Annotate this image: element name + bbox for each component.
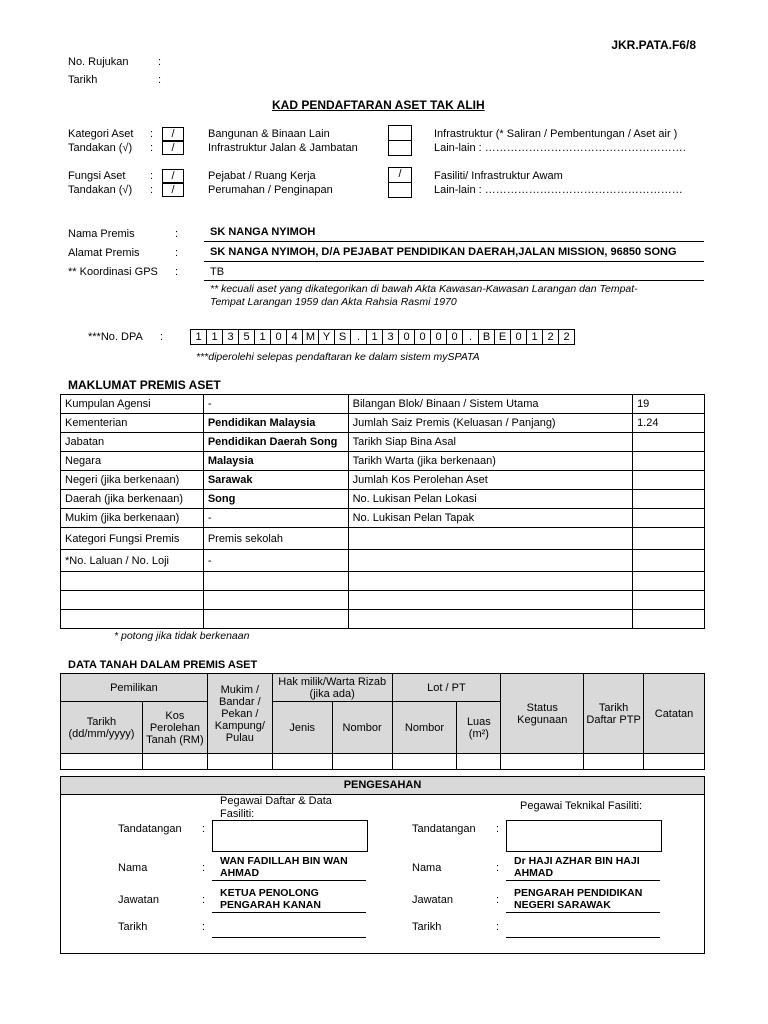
- right-signature-box[interactable]: [506, 820, 662, 852]
- table-value-cell[interactable]: -: [203, 395, 348, 414]
- colon: :: [496, 921, 500, 933]
- table-label-cell: Tarikh Siap Bina Asal: [348, 433, 632, 452]
- rujukan-label: No. Rujukan: [68, 56, 129, 68]
- left-jawatan-underline: [212, 912, 366, 913]
- table-label-cell: Tarikh Warta (jika berkenaan): [348, 452, 632, 471]
- tanah-heading: DATA TANAH DALAM PREMIS ASET: [68, 659, 258, 671]
- tanah-header-pemilikan: Pemilikan: [61, 674, 208, 702]
- table-label-cell: Kategori Fungsi Premis: [61, 528, 204, 550]
- table-row-blank: [61, 610, 705, 629]
- tanah-header-tarikh: Tarikh (dd/mm/yyyy): [61, 702, 143, 754]
- left-tarikh-label: Tarikh: [118, 921, 148, 933]
- tanah-header-hakmilik: Hak milik/Warta Rizab (jika ada): [272, 674, 392, 702]
- dpa-char-box[interactable]: 2: [543, 330, 559, 345]
- colon: :: [202, 862, 206, 874]
- table-label-cell: No. Lukisan Pelan Tapak: [348, 509, 632, 528]
- left-signer-title: Pegawai Daftar & Data Fasiliti:: [220, 795, 332, 820]
- tanah-cell[interactable]: [457, 754, 501, 770]
- right-jawatan-value[interactable]: PENGARAH PENDIDIKAN NEGERI SARAWAK: [514, 887, 643, 911]
- pengesahan-heading: PENGESAHAN: [61, 777, 704, 795]
- dpa-char-box[interactable]: 5: [239, 330, 255, 345]
- table-value-cell[interactable]: [633, 490, 705, 509]
- fungsi-checkbox-2[interactable]: /: [162, 183, 184, 197]
- table-row: [61, 550, 705, 572]
- dpa-char-box[interactable]: 0: [399, 330, 415, 345]
- table-value-cell[interactable]: -: [203, 550, 348, 572]
- dpa-char-box[interactable]: 1: [367, 330, 383, 345]
- tanah-header-nombor-lot: Nombor: [392, 702, 457, 754]
- table-label-cell: [348, 528, 632, 550]
- dpa-char-box[interactable]: M: [303, 330, 319, 345]
- table-row: [61, 395, 705, 414]
- table-value-cell[interactable]: [633, 471, 705, 490]
- table-value-cell[interactable]: [633, 509, 705, 528]
- tarikh-label: Tarikh: [68, 74, 98, 86]
- table-value-cell[interactable]: [633, 433, 705, 452]
- dpa-number-boxes[interactable]: [190, 329, 575, 345]
- left-nama-underline: [212, 880, 366, 881]
- table-value-cell[interactable]: [633, 528, 705, 550]
- dpa-char-box[interactable]: .: [463, 330, 479, 345]
- table-value-cell[interactable]: [633, 452, 705, 471]
- colon: :: [160, 331, 164, 343]
- table-value-cell[interactable]: -: [203, 509, 348, 528]
- table-cell-blank[interactable]: [348, 610, 632, 629]
- page-title: KAD PENDAFTARAN ASET TAK ALIH: [272, 98, 485, 112]
- fungsi-option-2: Perumahan / Penginapan: [208, 184, 333, 196]
- right-tarikh-field[interactable]: [506, 937, 660, 938]
- table-value-cell[interactable]: Pendidikan Malaysia: [203, 414, 348, 433]
- alamat-premis-value[interactable]: SK NANGA NYIMOH, D/A PEJABAT PENDIDIKAN DAERAH,JALAN MISSION, 96850 SONG: [210, 246, 677, 258]
- colon: :: [175, 266, 179, 278]
- gps-value[interactable]: TB: [210, 266, 225, 278]
- tanah-header-kos: Kos Perolehan Tanah (RM): [142, 702, 207, 754]
- colon: :: [496, 862, 500, 874]
- fungsi-option-1: Pejabat / Ruang Kerja: [208, 170, 316, 182]
- kategori-option-4: Lain-lain : ……………………………………………….: [434, 142, 686, 154]
- dpa-char-box[interactable]: 4: [287, 330, 303, 345]
- kategori-checkbox-3[interactable]: [388, 125, 412, 141]
- colon: :: [496, 894, 500, 906]
- fungsi-checkbox-1[interactable]: /: [162, 169, 184, 183]
- table-label-cell: *No. Laluan / No. Loji: [61, 550, 204, 572]
- tanah-cell[interactable]: [272, 754, 332, 770]
- maklumat-heading: MAKLUMAT PREMIS ASET: [68, 378, 221, 392]
- tanah-cell[interactable]: [61, 754, 143, 770]
- dpa-char-box[interactable]: 2: [559, 330, 575, 345]
- fungsi-option-3: Fasiliti/ Infrastruktur Awam: [434, 170, 563, 182]
- right-jawatan-underline: [506, 912, 660, 913]
- gps-label: ** Koordinasi GPS: [68, 266, 158, 278]
- tarikh-colon: :: [158, 74, 162, 86]
- table-cell-blank[interactable]: [633, 610, 705, 629]
- dpa-label: ***No. DPA: [88, 331, 143, 343]
- colon: :: [202, 823, 206, 835]
- dpa-char-box[interactable]: 0: [447, 330, 463, 345]
- table-label-cell: No. Lukisan Pelan Lokasi: [348, 490, 632, 509]
- table-row: [61, 528, 705, 550]
- nama-premis-underline: [204, 241, 704, 242]
- table-label-cell: Bilangan Blok/ Binaan / Sistem Utama: [348, 395, 632, 414]
- table-label-cell: Mukim (jika berkenaan): [61, 509, 204, 528]
- table-label-cell: Kumpulan Agensi: [61, 395, 204, 414]
- left-nama-label: Nama: [118, 862, 148, 874]
- tanah-header-catatan: Catatan: [644, 674, 705, 754]
- tanah-table: [60, 673, 705, 770]
- table-row: [61, 452, 705, 471]
- colon: :: [150, 170, 154, 182]
- dpa-char-box[interactable]: 1: [191, 330, 207, 345]
- left-nama-value[interactable]: WAN FADILLAH BIN WAN AHMAD: [220, 855, 348, 879]
- alamat-premis-underline: [204, 261, 704, 262]
- tanah-header-tarikh-daftar: Tarikh Daftar PTP: [584, 674, 644, 754]
- right-nama-label: Nama: [412, 862, 442, 874]
- tanah-header-mukim: Mukim / Bandar / Pekan / Kampung/ Pulau: [207, 674, 272, 754]
- table-cell-blank[interactable]: [203, 591, 348, 610]
- table-label-cell: Jumlah Kos Perolehan Aset: [348, 471, 632, 490]
- table-label-cell: Jabatan: [61, 433, 204, 452]
- dpa-char-box[interactable]: 0: [431, 330, 447, 345]
- right-tarikh-label: Tarikh: [412, 921, 442, 933]
- table-row: [61, 414, 705, 433]
- tanah-cell[interactable]: [207, 754, 272, 770]
- table-value-cell[interactable]: [633, 550, 705, 572]
- dpa-char-box[interactable]: 3: [383, 330, 399, 345]
- fungsi-label: Fungsi Aset: [68, 170, 126, 182]
- table-value-cell[interactable]: Song: [203, 490, 348, 509]
- table-cell-blank[interactable]: [203, 610, 348, 629]
- left-jawatan-value[interactable]: KETUA PENOLONG PENGARAH KANAN: [220, 887, 321, 911]
- nama-premis-label: Nama Premis: [68, 228, 135, 240]
- nama-premis-value[interactable]: SK NANGA NYIMOH: [210, 226, 316, 238]
- tanah-cell[interactable]: [501, 754, 584, 770]
- table-cell-blank[interactable]: [61, 591, 204, 610]
- left-signature-box[interactable]: [212, 820, 368, 852]
- colon: :: [202, 921, 206, 933]
- dpa-char-box[interactable]: 1: [255, 330, 271, 345]
- table-label-cell: Negeri (jika berkenaan): [61, 471, 204, 490]
- table-value-cell[interactable]: Pendidikan Daerah Song: [203, 433, 348, 452]
- table-label-cell: Kementerian: [61, 414, 204, 433]
- right-nama-underline: [506, 880, 660, 881]
- table-cell-blank[interactable]: [348, 572, 632, 591]
- kategori-checkbox-1[interactable]: /: [162, 127, 184, 141]
- fungsi-checkbox-4[interactable]: [388, 182, 412, 198]
- table-label-cell: Negara: [61, 452, 204, 471]
- dpa-char-box[interactable]: Y: [319, 330, 335, 345]
- kategori-checkbox-4[interactable]: [388, 140, 412, 156]
- table-value-cell[interactable]: 1.24: [633, 414, 705, 433]
- table-label-cell: Daerah (jika berkenaan): [61, 490, 204, 509]
- colon: :: [175, 228, 179, 240]
- kategori-option-3: Infrastruktur (* Saliran / Pembentungan / Aset air ): [434, 128, 678, 140]
- dpa-char-box[interactable]: B: [479, 330, 495, 345]
- dpa-char-box[interactable]: 3: [223, 330, 239, 345]
- dpa-char-box[interactable]: 1: [527, 330, 543, 345]
- right-jawatan-label: Jawatan: [412, 894, 453, 906]
- table-row: [61, 509, 705, 528]
- colon: :: [150, 184, 154, 196]
- tanah-header-lot: Lot / PT: [392, 674, 501, 702]
- colon: :: [150, 142, 154, 154]
- colon: :: [202, 894, 206, 906]
- table-cell-blank[interactable]: [61, 572, 204, 591]
- table-value-cell[interactable]: Sarawak: [203, 471, 348, 490]
- gps-underline: [204, 280, 704, 281]
- dpa-char-box[interactable]: E: [495, 330, 511, 345]
- table-cell-blank[interactable]: [203, 572, 348, 591]
- document-code: JKR.PATA.F6/8: [611, 38, 696, 52]
- maklumat-table: [60, 394, 705, 629]
- kategori-option-1: Bangunan & Binaan Lain: [208, 128, 330, 140]
- dpa-char-box[interactable]: 0: [271, 330, 287, 345]
- maklumat-footnote: * potong jika tidak berkenaan: [114, 630, 250, 642]
- table-row: [61, 433, 705, 452]
- table-cell-blank[interactable]: [633, 591, 705, 610]
- left-tarikh-field[interactable]: [212, 937, 366, 938]
- tanah-cell[interactable]: [584, 754, 644, 770]
- table-label-cell: [348, 550, 632, 572]
- table-cell-blank[interactable]: [348, 591, 632, 610]
- right-nama-value[interactable]: Dr HAJI AZHAR BIN HAJI AHMAD: [514, 855, 640, 879]
- colon: :: [496, 823, 500, 835]
- dpa-note: ***diperolehi selepas pendaftaran ke dalam sistem mySPATA: [196, 351, 480, 363]
- tanah-header-status: Status Kegunaan: [501, 674, 584, 754]
- rujukan-colon: :: [158, 56, 162, 68]
- kategori-label: Kategori Aset: [68, 128, 134, 140]
- tanah-cell[interactable]: [332, 754, 392, 770]
- kategori-checkbox-2[interactable]: /: [162, 141, 184, 155]
- tanah-cell[interactable]: [142, 754, 207, 770]
- table-cell-blank[interactable]: [633, 572, 705, 591]
- left-tandatangan-label: Tandatangan: [118, 823, 182, 835]
- tanah-header-luas: Luas (m²): [457, 702, 501, 754]
- premis-note-line-1: ** kecuali aset yang dikategorikan di bawah Akta Kawasan-Kawasan Larangan dan Tempat-: [210, 283, 638, 295]
- table-row-blank: [61, 572, 705, 591]
- dpa-char-box[interactable]: 0: [511, 330, 527, 345]
- table-value-cell[interactable]: 19: [633, 395, 705, 414]
- table-row: [61, 471, 705, 490]
- kategori-tandakan-label: Tandakan (√): [68, 142, 133, 154]
- left-jawatan-label: Jawatan: [118, 894, 159, 906]
- tanah-header-jenis: Jenis: [272, 702, 332, 754]
- kategori-option-2: Infrastruktur Jalan & Jambatan: [208, 142, 358, 154]
- fungsi-tandakan-label: Tandakan (√): [68, 184, 133, 196]
- colon: :: [175, 247, 179, 259]
- table-value-cell[interactable]: Malaysia: [203, 452, 348, 471]
- table-row: [61, 490, 705, 509]
- table-value-cell[interactable]: Premis sekolah: [203, 528, 348, 550]
- fungsi-option-4: Lain-lain : ………………………………………………: [434, 184, 683, 196]
- dpa-char-box[interactable]: .: [351, 330, 367, 345]
- colon: :: [150, 128, 154, 140]
- right-tandatangan-label: Tandatangan: [412, 823, 476, 835]
- dpa-char-box[interactable]: S: [335, 330, 351, 345]
- table-label-cell: Jumlah Saiz Premis (Keluasan / Panjang): [348, 414, 632, 433]
- premis-note-line-2: Tempat Larangan 1959 dan Akta Rahsia Rasmi 1970: [210, 296, 457, 308]
- right-signer-title: Pegawai Teknikal Fasiliti:: [520, 800, 643, 812]
- tanah-header-nombor-hakmilik: Nombor: [332, 702, 392, 754]
- table-row-blank: [61, 591, 705, 610]
- table-cell-blank[interactable]: [61, 610, 204, 629]
- tanah-cell[interactable]: [644, 754, 705, 770]
- dpa-char-box[interactable]: 1: [207, 330, 223, 345]
- fungsi-checkbox-3[interactable]: /: [388, 167, 412, 183]
- alamat-premis-label: Alamat Premis: [68, 247, 140, 259]
- tanah-cell[interactable]: [392, 754, 457, 770]
- dpa-char-box[interactable]: 0: [415, 330, 431, 345]
